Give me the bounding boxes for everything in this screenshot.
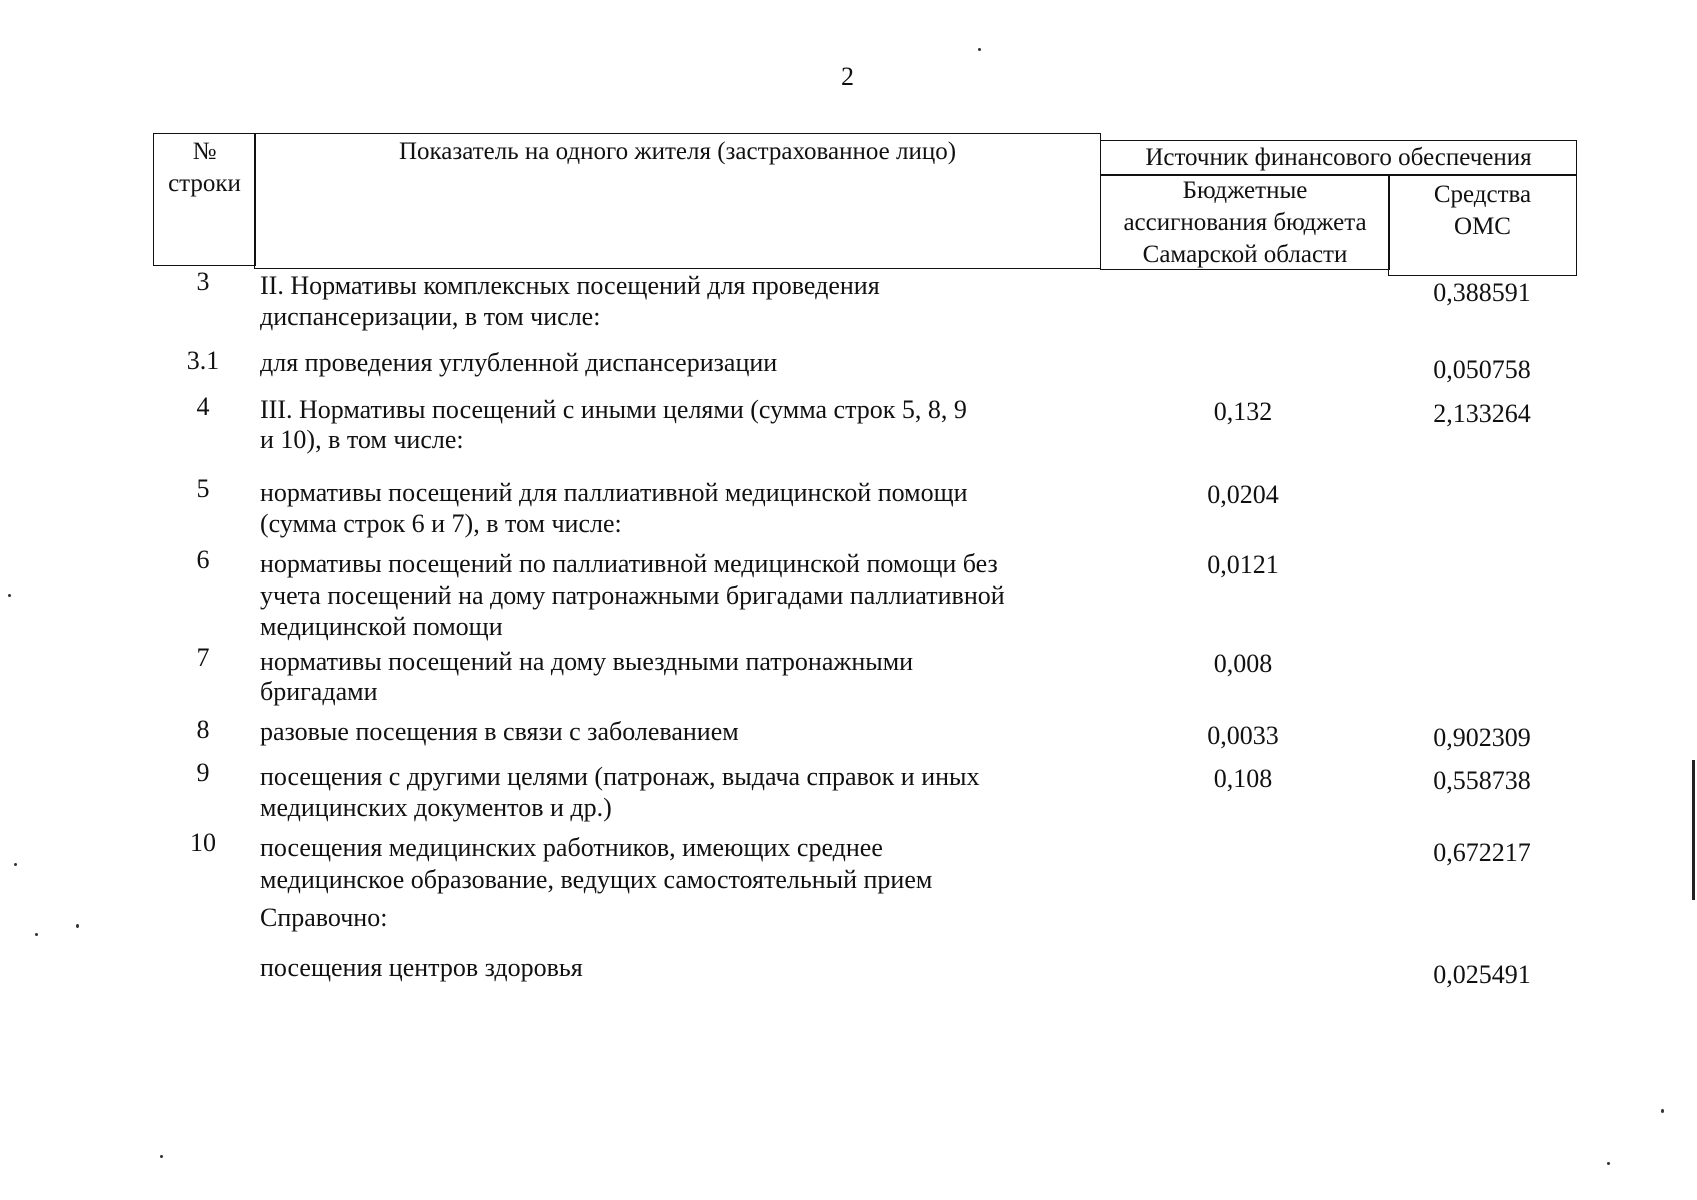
- row-number: 3: [196, 267, 210, 296]
- header-col-indicator: [254, 133, 1101, 269]
- row-oms-value: 0,050758: [1433, 355, 1531, 384]
- row-budget-value: 0,0121: [1207, 550, 1279, 579]
- header-col-source-label: Источник финансового обеспечения: [1145, 144, 1532, 171]
- row-number: 3.1: [186, 346, 220, 375]
- row-text-line: посещения с другими целями (патронаж, выдача справок и иных: [260, 762, 980, 791]
- header-col-budget-line3: Самарской области: [1142, 241, 1348, 268]
- row-text-line: нормативы посещений на дому выездными патронажными: [260, 647, 914, 676]
- row-oms-value: 0,558738: [1433, 766, 1531, 795]
- scan-speck: [1607, 1162, 1610, 1165]
- scan-edge-mark: [1692, 760, 1695, 900]
- row-text-line: и 10), в том числе:: [260, 425, 464, 454]
- row-budget-value: 0,0204: [1207, 480, 1279, 509]
- row-text-line: диспансеризации, в том числе:: [260, 302, 601, 331]
- row-text-line: учета посещений на дому патронажными бригадами паллиативной: [260, 581, 1005, 610]
- row-oms-value: 0,388591: [1433, 278, 1531, 307]
- page-number: 2: [841, 62, 854, 91]
- row-budget-value: 0,108: [1213, 764, 1273, 793]
- scan-speck: [160, 1155, 163, 1158]
- header-col-oms: [1388, 174, 1577, 276]
- row-text-line: для проведения углубленной диспансеризации: [260, 348, 778, 377]
- row-budget-value: 0,008: [1213, 649, 1273, 678]
- row-text-line: (сумма строк 6 и 7), в том числе:: [260, 509, 622, 538]
- header-col-number-label: строки: [168, 170, 241, 197]
- header-col-number-sign: №: [192, 138, 217, 165]
- row-budget-value: 0,0033: [1207, 721, 1279, 750]
- scan-speck: [8, 594, 11, 597]
- header-col-number: [153, 133, 256, 266]
- scan-speck: [1661, 1109, 1664, 1113]
- reference-item-text: посещения центров здоровья: [260, 953, 583, 982]
- reference-item-oms-value: 0,025491: [1433, 960, 1531, 989]
- row-text-line: посещения медицинских работников, имеющих среднее: [260, 833, 883, 862]
- row-text-line: медицинской помощи: [260, 612, 503, 641]
- reference-label: Справочно:: [260, 903, 388, 932]
- header-col-oms-line2: ОМС: [1454, 213, 1511, 240]
- row-number: 8: [196, 715, 210, 744]
- row-text-line: III. Нормативы посещений с иными целями (сумма строк 5, 8, 9: [260, 395, 967, 424]
- row-text-line: медицинских документов и др.): [260, 793, 612, 822]
- row-number: 7: [196, 643, 210, 672]
- scan-speck: [35, 933, 38, 936]
- row-number: 5: [196, 474, 210, 503]
- row-text-line: II. Нормативы комплексных посещений для проведения: [260, 271, 880, 300]
- row-text-line: медицинское образование, ведущих самостоятельный прием: [260, 865, 933, 894]
- header-col-indicator-label: Показатель на одного жителя (застрахованное лицо): [398, 138, 957, 165]
- row-text-line: нормативы посещений для паллиативной медицинской помощи: [260, 478, 968, 507]
- row-oms-value: 2,133264: [1433, 399, 1531, 428]
- row-text-line: нормативы посещений по паллиативной медицинской помощи без: [260, 549, 998, 578]
- scan-speck: [978, 48, 981, 51]
- row-number: 10: [190, 828, 216, 857]
- row-oms-value: 0,902309: [1433, 723, 1531, 752]
- row-budget-value: 0,132: [1213, 397, 1273, 426]
- header-col-budget: [1100, 174, 1390, 270]
- scan-speck: [76, 924, 79, 928]
- header-col-source: [1100, 140, 1577, 176]
- row-number: 6: [196, 545, 210, 574]
- row-oms-value: 0,672217: [1433, 838, 1531, 867]
- row-number: 9: [196, 758, 210, 787]
- scan-speck: [14, 863, 17, 866]
- header-col-budget-line1: Бюджетные: [1182, 177, 1308, 204]
- row-number: 4: [196, 392, 210, 421]
- header-col-oms-line1: Средства: [1433, 181, 1532, 208]
- row-text-line: бригадами: [260, 677, 378, 706]
- header-col-budget-line2: ассигнования бюджета: [1123, 209, 1367, 236]
- row-text-line: разовые посещения в связи с заболеванием: [260, 717, 739, 746]
